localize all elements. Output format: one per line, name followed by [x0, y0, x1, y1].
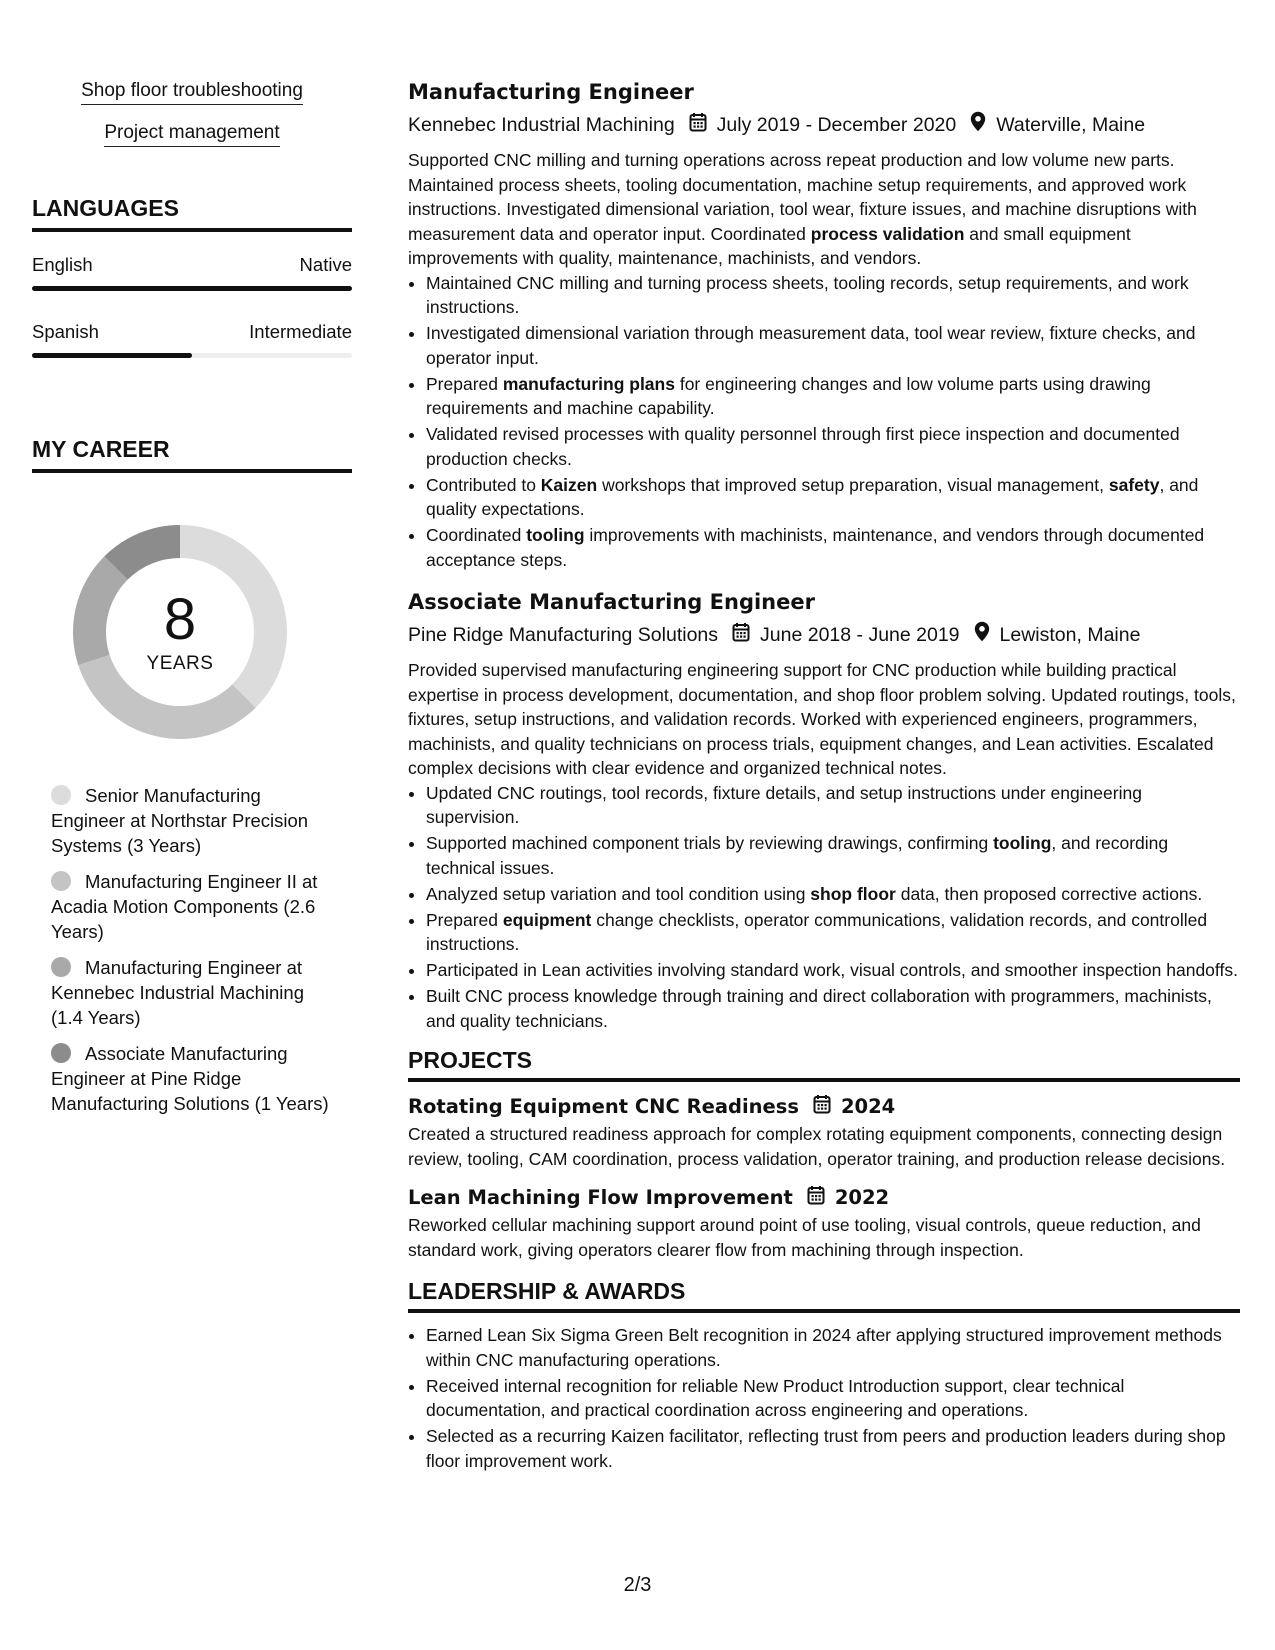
emphasis-text: manufacturing plans	[502, 373, 675, 394]
text-segment: Supported machined component trials by reviewing drawings, confirming	[426, 833, 994, 853]
job-title: Associate Manufacturing Engineer	[408, 590, 815, 614]
awards-list	[408, 1323, 1240, 1473]
bullet-item	[426, 372, 1240, 421]
page-number: 2/3	[623, 1574, 652, 1596]
skill-item: Project management	[104, 122, 279, 147]
map-pin-icon	[970, 111, 986, 139]
legend-dot	[51, 1043, 71, 1063]
job-summary	[408, 148, 1240, 271]
job-dates: July 2019 - December 2020	[716, 114, 957, 136]
legend-dot	[51, 785, 71, 805]
bullet-item	[426, 321, 1240, 370]
career-label: Manufacturing Engineer at Kennebec Industrial Machining (1.4 Years)	[51, 957, 304, 1028]
bullet-item	[426, 781, 1240, 830]
language-bar-fill	[32, 286, 352, 291]
text-segment: , and recording technical issues.	[426, 833, 1169, 878]
project-entry	[408, 1185, 1240, 1262]
emphasis-text: equipment	[502, 909, 592, 930]
job-location: Lewiston, Maine	[999, 624, 1141, 646]
language-bar	[32, 353, 352, 358]
language-bar	[32, 286, 352, 291]
legend-dot	[51, 957, 71, 977]
experience-list	[408, 78, 1240, 1033]
bullet-item	[426, 523, 1240, 572]
bullet-item	[426, 271, 1240, 320]
legend-dot	[51, 871, 71, 891]
job-bullets	[408, 781, 1240, 1034]
text-segment: workshops that improved setup preparation, visual management,	[597, 474, 1109, 495]
calendar-icon	[807, 1185, 825, 1210]
career-legend-item	[51, 955, 331, 1030]
bullet-item	[426, 473, 1240, 522]
project-entry	[408, 1094, 1240, 1171]
text-segment: Validated revised processes with quality personnel through first piece inspection and documented production checks.	[426, 424, 1180, 469]
company-name: Kennebec Industrial Machining	[408, 114, 675, 136]
career-heading: MY CAREER	[32, 436, 352, 473]
text-segment: Built CNC process knowledge through training and direct collaboration with programmers, machinists, and quality technicians.	[426, 986, 1212, 1031]
company-name: Pine Ridge Manufacturing Solutions	[408, 624, 719, 646]
project-title: Lean Machining Flow Improvement	[408, 1186, 793, 1209]
languages-heading: LANGUAGES	[32, 195, 352, 232]
job-meta	[408, 621, 1240, 649]
project-year: 2022	[834, 1186, 890, 1209]
career-total-years: 8	[163, 587, 197, 652]
sidebar	[32, 80, 352, 1127]
language-name: English	[32, 254, 93, 275]
project-year: 2024	[840, 1095, 896, 1118]
calendar-icon	[813, 1094, 831, 1119]
emphasis-text: shop floor	[810, 883, 896, 904]
job-entry	[408, 588, 1240, 1033]
text-segment: Prepared	[426, 909, 503, 930]
calendar-icon	[689, 112, 707, 139]
award-item: • Selected as a recurring Kaizen facilitator, reflecting trust from peers and production leaders during shop floor improvement work.	[426, 1424, 1240, 1473]
project-description: Reworked cellular machining support around point of use tooling, visual controls, queue reduction, and standard work, giving operators clearer flow from machining through inspection.	[408, 1215, 1201, 1260]
emphasis-text: tooling	[526, 525, 585, 545]
bullet-item	[426, 958, 1240, 983]
job-meta	[408, 111, 1240, 139]
text-segment: Contributed to	[426, 474, 541, 495]
job-entry	[408, 78, 1240, 572]
emphasis-text: process validation	[810, 223, 965, 244]
map-pin-icon	[974, 621, 990, 649]
text-segment: data, then proposed corrective actions.	[895, 883, 1203, 904]
text-segment: Participated in Lean activities involving standard work, visual controls, and smoother inspection handoffs.	[426, 960, 1238, 980]
language-level: Intermediate	[249, 321, 352, 342]
language-name: Spanish	[32, 321, 99, 342]
project-description: Created a structured readiness approach for complex rotating equipment components, connecting design review, tooling, CAM coordination, process validation, operator training, and production release decisions.	[408, 1124, 1226, 1169]
text-segment: Provided supervised manufacturing engineering support for CNC production while building practical expertise in process development, documentation, and shop floor problem solving. Updated routings, tools, fixtures, setup instructions, and validation records. Worked with experienced engineers, programmers, machinists, and quality technicians on process trials, equipment changes, and Lean activities. Escalated complex decisions with clear evidence and organized technical notes.	[408, 660, 1236, 778]
text-segment: and small equipment improvements with quality, maintenance, machinists, and vendors.	[408, 223, 1131, 268]
text-segment: Coordinated	[426, 525, 527, 545]
job-title: Manufacturing Engineer	[408, 80, 694, 104]
skill-item: Shop floor troubleshooting	[81, 80, 303, 105]
job-dates: June 2018 - June 2019	[760, 624, 960, 646]
language-item	[32, 321, 352, 358]
career-legend-item	[51, 1041, 331, 1116]
projects-section	[408, 1047, 1240, 1262]
bullet-item	[426, 984, 1240, 1033]
job-location: Waterville, Maine	[996, 114, 1146, 136]
text-segment: for engineering changes and low volume parts using drawing requirements and machine capability.	[426, 373, 1151, 418]
main-content	[408, 78, 1240, 1475]
text-segment: Analyzed setup variation and tool condition using	[426, 883, 811, 904]
language-level: Native	[299, 254, 352, 275]
text-segment: improvements with machinists, maintenance, and vendors through documented acceptance steps.	[426, 525, 1205, 570]
career-label: Senior Manufacturing Engineer at Northstar Precision Systems (3 Years)	[51, 785, 309, 856]
bullet-item	[426, 422, 1240, 471]
text-segment: , and quality expectations.	[426, 474, 1199, 519]
awards-section	[408, 1278, 1240, 1473]
text-segment: Supported CNC milling and turning operations across repeat production and low volume new parts. Maintained process sheets, tooling documentation, machine setup requirements, and approved work instructions. Investigated dimensional variation, tool wear, fixture issues, and machine disruptions with measurement data and operator input. Coordinated	[408, 150, 1197, 244]
emphasis-text: tooling	[993, 833, 1052, 853]
language-item	[32, 254, 352, 291]
text-segment: change checklists, operator communications, validation records, and controlled instructions.	[426, 909, 1208, 954]
emphasis-text: safety	[1108, 474, 1160, 495]
emphasis-text: Kaizen	[540, 474, 598, 495]
career-donut-chart	[65, 517, 295, 747]
award-item: • Received internal recognition for reliable New Product Introduction support, clear technical documentation, and practical coordination across engineering and operations.	[426, 1374, 1240, 1423]
bullet-item	[426, 882, 1240, 907]
projects-heading: PROJECTS	[408, 1047, 1240, 1082]
language-bar-fill	[32, 353, 192, 358]
project-title: Rotating Equipment CNC Readiness	[408, 1095, 799, 1118]
text-segment: Updated CNC routings, tool records, fixture details, and setup instructions under engineering supervision.	[426, 782, 1142, 827]
career-legend-item	[51, 869, 331, 944]
job-summary	[408, 658, 1240, 781]
career-label: Manufacturing Engineer II at Acadia Motion Components (2.6 Years)	[51, 871, 318, 942]
award-item: • Earned Lean Six Sigma Green Belt recognition in 2024 after applying structured improvement methods within CNC manufacturing operations.	[426, 1323, 1240, 1372]
job-bullets	[408, 271, 1240, 573]
calendar-icon	[732, 622, 750, 649]
bullet-item	[426, 831, 1240, 880]
career-total-label: YEARS	[146, 653, 214, 674]
text-segment: Maintained CNC milling and turning process sheets, tooling records, setup requirements, and work instructions.	[426, 272, 1189, 317]
bullet-item	[426, 908, 1240, 957]
awards-heading: LEADERSHIP & AWARDS	[408, 1278, 1240, 1313]
text-segment: Prepared	[426, 373, 503, 394]
text-segment: Investigated dimensional variation through measurement data, tool wear review, fixture checks, and operator input.	[426, 323, 1196, 368]
career-legend	[51, 783, 331, 1116]
career-label: Associate Manufacturing Engineer at Pine Ridge Manufacturing Solutions (1 Years)	[51, 1043, 329, 1114]
career-legend-item	[51, 783, 331, 858]
